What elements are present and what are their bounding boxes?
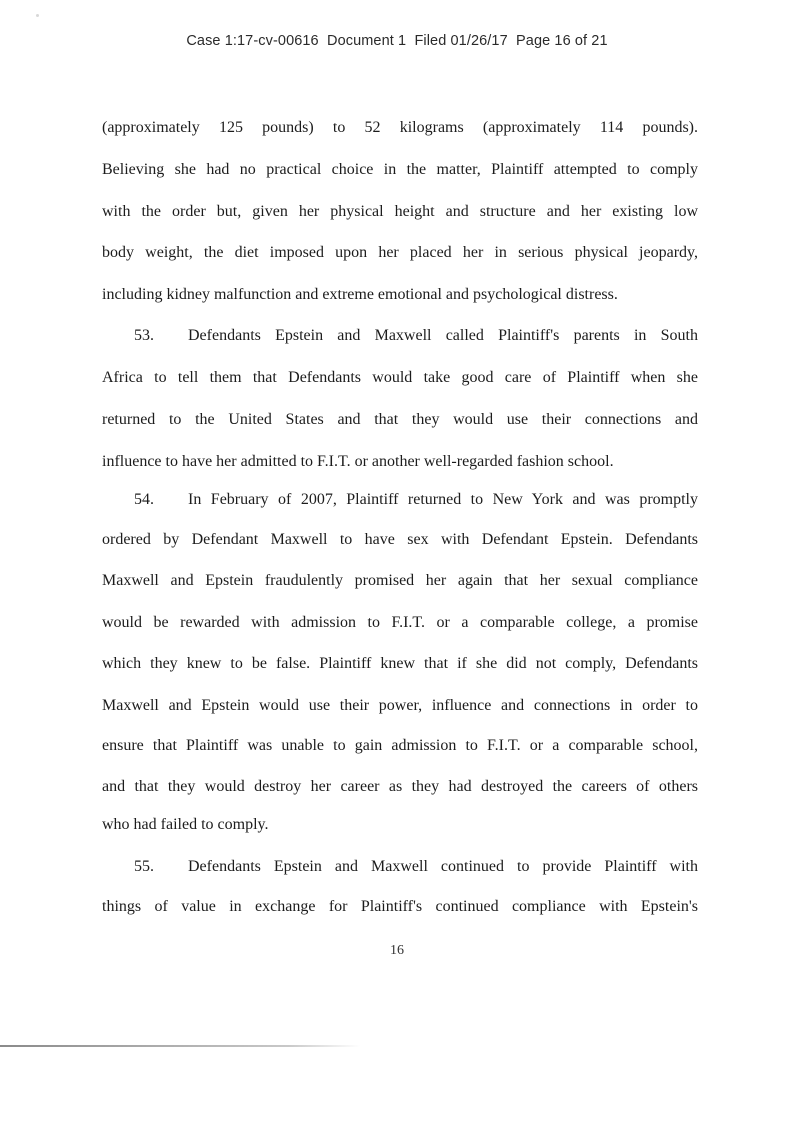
text-line: (approximately 125 pounds) to 52 kilograms (approximately 114 pounds). bbox=[102, 119, 698, 136]
text-line: and that they would destroy her career as they had destroyed the careers of others bbox=[102, 778, 698, 795]
text-line: with the order but, given her physical height and structure and her existing low bbox=[102, 203, 698, 220]
paragraph-55-first-line bbox=[102, 857, 698, 877]
text-line: In February of 2007, Plaintiff returned to New York and was promptly bbox=[188, 491, 698, 508]
text-line: returned to the United States and that they would use their connections and bbox=[102, 411, 698, 428]
text-line: would be rewarded with admission to F.I.T. or a comparable college, a promise bbox=[102, 614, 698, 631]
paragraph-53-first-line bbox=[102, 326, 698, 346]
page-number: 16 bbox=[390, 943, 404, 958]
case-number: Case 1:17-cv-00616 bbox=[186, 33, 319, 49]
document-number: Document 1 bbox=[327, 33, 407, 49]
text-line: things of value in exchange for Plaintiff's continued compliance with Epstein's bbox=[102, 898, 698, 915]
paragraph-54-first-line bbox=[102, 490, 698, 510]
text-line: Maxwell and Epstein would use their power, influence and connections in order to bbox=[102, 697, 698, 714]
text-line: Defendants Epstein and Maxwell continued to provide Plaintiff with bbox=[188, 858, 698, 875]
paragraph-number: 54. bbox=[134, 491, 154, 508]
page-indicator: Page 16 of 21 bbox=[516, 33, 608, 49]
text-line: ensure that Plaintiff was unable to gain admission to F.I.T. or a comparable school, bbox=[102, 737, 698, 754]
paragraph-number: 55. bbox=[134, 858, 154, 875]
scan-edge-line bbox=[0, 1045, 360, 1047]
scan-artifact bbox=[36, 14, 39, 17]
text-line: Believing she had no practical choice in the matter, Plaintiff attempted to comply bbox=[102, 161, 698, 178]
paragraph-number: 53. bbox=[134, 327, 154, 344]
text-line: ordered by Defendant Maxwell to have sex with Defendant Epstein. Defendants bbox=[102, 531, 698, 548]
text-line: who had failed to comply. bbox=[102, 816, 269, 833]
text-line: which they knew to be false. Plaintiff knew that if she did not comply, Defendants bbox=[102, 655, 698, 672]
text-line: Maxwell and Epstein fraudulently promised her again that her sexual compliance bbox=[102, 572, 698, 589]
text-line: Defendants Epstein and Maxwell called Plaintiff's parents in South bbox=[188, 327, 698, 344]
filed-date: Filed 01/26/17 bbox=[414, 33, 508, 49]
text-line: influence to have her admitted to F.I.T. or another well-regarded fashion school. bbox=[102, 453, 614, 470]
case-header bbox=[0, 33, 794, 49]
text-line: Africa to tell them that Defendants would take good care of Plaintiff when she bbox=[102, 369, 698, 386]
text-line: including kidney malfunction and extreme emotional and psychological distress. bbox=[102, 286, 618, 303]
text-line: body weight, the diet imposed upon her placed her in serious physical jeopardy, bbox=[102, 244, 698, 261]
